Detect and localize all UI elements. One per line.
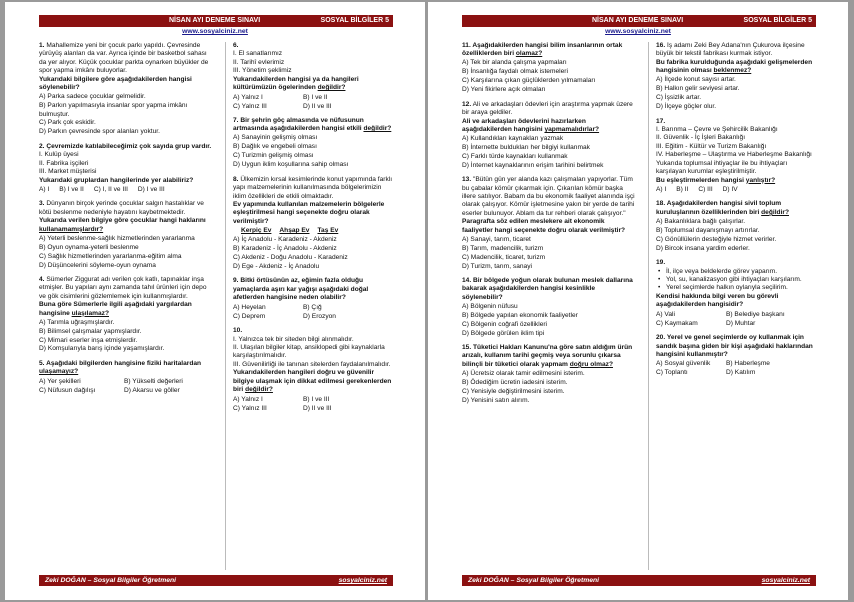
question-7: 7. Bir şehrin göç almasında ve nüfusunun artmasında aşağıdakilerden hangisi etkili değildir? A) Sanayinin gelişmiş olması B) Dağlık ve engebeli olması C) Turizmin gelişmiş olması D) Uygun iklim koşullarına sahip olması — [233, 117, 392, 169]
question-20: 20. Yerel ve genel seçimlerde oy kullanmak için sandık başına giden bir kişi aşağıdaki haklarından hangisini kullanmıştır? A) Sosyal güvenlik B) Haberleşme C) Toplantı D) Katılım — [656, 334, 813, 377]
exam-title: NİSAN AYI DENEME SINAVI — [592, 17, 684, 24]
exam-title: NİSAN AYI DENEME SINAVI — [169, 17, 261, 24]
option-d[interactable]: D) IV — [722, 186, 738, 193]
subject-title: SOSYAL BİLGİLER 5 — [743, 17, 812, 24]
question-2: 2. Çevremizde katılabileceğimiz çok sayıda grup vardır. I. Kulüp üyesi II. Fabrika işçileri III. Market müşterisi Yukarıdaki gruplardan hangilerinde yer alabiliriz? A) I B) I ve II C) I, II ve III D) I ve III — [39, 142, 212, 193]
column-right — [648, 42, 816, 570]
option-d[interactable]: D) Ege - Akdeniz - İç Anadolu — [233, 263, 320, 270]
option-b[interactable]: B) Oyun oynama-yeterli beslenme — [39, 243, 139, 251]
option-a[interactable]: A) Yer şekilleri — [39, 377, 81, 385]
option-c[interactable]: C) Park çok eskidir. — [39, 119, 96, 127]
question-10: 10. I. Yalnızca tek bir siteden bilgi alınmalıdır. II. Ulaşılan bilgiler kitap, ansiklopedi gibi kaynaklarla karşılaştırılmalıdır. III. Güvenilirliği ile tanınan sitelerden faydalanılmalıdır. Yukarıdakilerden hangileri doğru ve güvenilir bilgiye ulaşmak için dikkat edilmesi gerekenlerden biri değildir? A) Yalnız I B) I ve III C) Yalnız III D) II ve III — [233, 327, 392, 412]
option-b[interactable]: B) Karadeniz - İç Anadolu - Akdeniz — [233, 245, 337, 253]
option-a[interactable]: A) Tek bir alanda çalışma yapmaları — [462, 59, 567, 67]
option-b[interactable]: B) II — [676, 186, 689, 193]
page-footer — [39, 575, 393, 586]
option-b[interactable]: B) Dağlık ve engebeli olması — [233, 143, 317, 151]
column-right — [225, 42, 393, 570]
question-5: 5. Aşağıdaki bilgilerden hangisine fiziki haritalardan ulaşamayız? A) Yer şekilleri B) Yükselti değerleri C) Nüfusun dağılışı D) Akarsu ve göller — [39, 360, 212, 395]
page-header — [462, 15, 816, 27]
page-right — [428, 2, 848, 600]
table-header: Kerpiç Ev Ahşap Ev Taş Ev — [241, 227, 339, 235]
question-14: 14. Bir bölgede yoğun olarak bulunan meslek dallarına bakarak aşağıdakilerden hangisi kesinlikle söylenebilir? A) Bölgenin nüfusu B) Bölgede yapılan ekonomik faaliyetler C) Bölgenin coğrafi özellikleri D) Bölgede görülen iklim tipi — [462, 277, 635, 338]
option-a[interactable]: A) Sanayi, tarım, ticaret — [462, 235, 531, 243]
option-a[interactable]: A) Bakanlıklara bağlı çalışırlar. — [656, 217, 746, 225]
option-c[interactable]: C) III — [698, 186, 713, 193]
option-d[interactable]: D) Muhtar — [726, 319, 756, 327]
page-header — [39, 15, 393, 27]
question-1: 1. Mahallemize yeni bir çocuk parkı yapıldı. Çevresinde yürüyüş alanları da var. Ayrıca içinde bir basketbol sahası da yer alıyor. Küçük çocuklar parkta oynarken büyükler de spor yapma imkânı buluyorlar. Yukarıdaki bilgilere göre aşağıdakilerden hangisi söylenebilir? A) Parka sadece çocuklar gelmelidir. B) Parkın yapılmasıyla insanlar spor yapma imkânı bulmuştur. C) Park çok eskidir. D) Parkın çevresinde spor alanları yoktur. — [39, 42, 212, 137]
website-link[interactable]: www.sosyalciniz.net — [182, 28, 248, 35]
website-link[interactable]: www.sosyalciniz.net — [605, 28, 671, 35]
option-d[interactable]: D) Bircok insana yardim ederler. — [656, 244, 750, 252]
option-b[interactable]: B) Bilimsel çalışmalar yapmışlardır. — [39, 327, 142, 335]
option-c[interactable]: C) Farklı türde kaynakları kullanmak — [462, 152, 568, 160]
option-c[interactable]: C) Kaymakam — [656, 319, 698, 327]
option-c[interactable]: C) Madencilik, ticaret, turizm — [462, 253, 546, 261]
option-d[interactable]: D) İnternet kaynaklarının erişim tarihini belirtmek — [462, 161, 604, 169]
option-a[interactable]: A) Heyelan — [233, 303, 266, 311]
option-d[interactable]: D) II ve III — [303, 102, 332, 110]
option-a[interactable]: A) Yeterli beslenme-sağlık hizmetlerinden yararlanma — [39, 234, 195, 242]
question-4: 4. Sümerler Ziggurat adı verilen çok katlı, tapınaklar inşa etmişler. Bu yapıları aynı zamanda tahıl ürünleri için depo ve gök cisimlerini gözlemlemek için kullanmışlardır. Buna göre Sümerlerle ilgili aşağıdaki yargılardan hangisine ulaşılamaz? A) Tarımla uğraşmışlardır. B) Bilimsel çalışmalar yapmışlardır. C) Mimari eserler inşa etmişlerdir. D) Komşularıyla barış içinde yaşamışlardır. — [39, 276, 212, 354]
option-c[interactable]: C) Yalnız III — [233, 102, 267, 110]
bullet-item: • Yol, su, kanalizasyon gibi ihtiyaçları karşılarım. — [656, 276, 816, 284]
page-left — [5, 2, 425, 600]
question-11: 11. Aşağıdakilerden hangisi bilim insanlarının ortak özelliklerden biri olamaz? A) Tek bir alanda çalışma yapmaları B) İnsanlığa faydalı olmak istemeleri C) Karşılarına çıkan güçlüklerden yılmamaları D) Yeni fikirlere açık olmaları — [462, 42, 635, 95]
option-b[interactable]: B) Ödediğim ücretin iadesini isterim. — [462, 378, 568, 386]
subject-title: SOSYAL BİLGİLER 5 — [320, 17, 389, 24]
option-a[interactable]: A) Sosyal güvenlik — [656, 360, 711, 368]
option-c[interactable]: C) Gönüllülerin desteğiyle hizmet verirler. — [656, 235, 777, 243]
author-label: Zeki DOĞAN – Sosyal Bilgiler Öğretmeni — [45, 577, 177, 584]
option-a[interactable]: A) Kullandıkları kaynakları yazmak — [462, 134, 564, 142]
option-a[interactable]: A) Yalnız I — [233, 93, 263, 101]
column-left — [39, 42, 212, 570]
option-d[interactable]: D) Parkın çevresinde spor alanları yoktur. — [39, 128, 160, 136]
option-a[interactable]: A) İlçede konut sayısı artar. — [656, 76, 736, 84]
option-d[interactable]: D) Düşüncelerini söyleme-oyun oynama — [39, 261, 156, 269]
option-b[interactable]: B) Belediye başkanı — [726, 310, 785, 318]
option-d[interactable]: D) Turizm, tarım, sanayi — [462, 262, 532, 270]
question-17: 17. I. Barınma – Çevre ve Şehircilik Bakanlığı II. Güvenlik - İç İşleri Bakanlığı III. Eğitim - Kültür ve Turizm Bakanlığı IV. Haberleşme – Ulaştırma ve Haberleşme Bakanlığı Yukarıda toplumsal ihtiyaçlar ile bu ihtiyaçları karşılayan kurumlar eşleştirilmiştir. Bu eşleştirmelerden hangisi yanlıştır? A) I B) II C) III D) IV — [656, 117, 812, 193]
option-c[interactable]: C) Toplantı — [656, 369, 688, 377]
option-d[interactable]: D) I ve III — [137, 186, 165, 193]
question-12: 12. Ali ve arkadaşları ödevleri için araştırma yapmak üzere bir araya geldiler. Ali ve arkadaşları ödevlerini hazırlarken aşağıdakilerden hangisini yapmamalıdırlar? A) Kullandıkları kaynakları yazmak B) İnternette buldukları her bilgiyi kullanmak C) Farklı türde kaynakları kullanmak D) İnternet kaynaklarının erişim tarihini belirtmek — [462, 101, 635, 171]
bullet-item: • İl, ilçe veya beldelerde görev yaparım. — [656, 268, 816, 276]
footer-site-link[interactable]: sosyalciniz.net — [338, 577, 387, 584]
option-b[interactable]: B) Çığ — [303, 303, 322, 311]
option-d[interactable]: D) Yeni fikirlere açık olmaları — [462, 86, 546, 94]
option-b[interactable]: B) Bölgede yapılan ekonomik faaliyetler — [462, 311, 578, 319]
question-19: 19. • İl, ilçe veya beldelerde görev yaparım. • Yol, su, kanalizasyon gibi ihtiyaçları karşılarım. • Yerel seçimlerde halkın oylarıyla seçilirim. Kendisi hakkında bilgi veren bu görevli aşağıdakilerden hangisidir? A) Vali B) Belediye başkanı C) Kaymakam D) Muhtar — [656, 259, 816, 328]
option-a[interactable]: A) İç Anadolu - Karadeniz - Akdeniz — [233, 236, 337, 244]
option-c[interactable]: C) Turizmin gelişmiş olması — [233, 152, 314, 160]
question-3: 3. Dünyanın birçok yerinde çocuklar salgın hastalıklar ve kötü beslenme nedeniyle hayatını kaybetmektedir. Yukarıda verilen bilgiye göre çocuklar hangi haklarını kullanamamışlardır? A) Yeterli beslenme-sağlık hizmetlerinden yararlanma B) Oyun oynama-yeterli beslenme C) Sağlık hizmetlerinden yararlanma-eğitim alma D) Düşüncelerini söyleme-oyun oynama — [39, 200, 212, 270]
question-13: 13. "Bütün gün yer alanda kazı çalışmaları yapıyorlar. Tüm bu çabalar kömür çıkarmak için. Çıkarılan kömür başka illere satılıyor. Babam da bu ekonomik faaliyet alanında işçi olarak çalışıyor. Kömür işletmesine yakın bir yerde de tarihi eserler bulunuyor. Ablam da tur rehberi olarak çalışıyor." Paragrafta söz edilen meslekere ait ekonomik faaliyetler hangi seçenekte doğru olarak verilmiştir? A) Sanayi, tarım, ticaret B) Tarım, madencilik, turizm C) Madencilik, ticaret, turizm D) Turizm, tarım, sanayi — [462, 176, 635, 270]
option-b[interactable]: B) I ve III — [303, 395, 330, 403]
option-b[interactable]: B) Yükselti değerleri — [124, 377, 183, 385]
option-d[interactable]: D) Uygun iklim koşullarına sahip olması — [233, 161, 349, 169]
option-a[interactable]: A) Bölgenin nüfusu — [462, 302, 518, 310]
option-c[interactable]: C) I, II ve III — [93, 186, 128, 193]
question-16: 16. İş adamı Zeki Bey Adana'nın Çukurova ilçesine büyük bir tekstil fabrikası kurmak istiyor. Bu fabrika kurulduğunda aşağıdaki gelişmelerden hangisinin olması beklenmez? A) İlçede konut sayısı artar. B) Halkın gelir seviyesi artar. C) İşsizlik artar. D) İlçeye göçler olur. — [656, 42, 816, 112]
author-label: Zeki DOĞAN – Sosyal Bilgiler Öğretmeni — [468, 577, 600, 584]
option-c[interactable]: C) Yalnız III — [233, 404, 267, 412]
option-d[interactable]: D) İlçeye göçler olur. — [656, 103, 717, 111]
bullet-item: • Yerel seçimlerde halkın oylarıyla seçilirim. — [656, 284, 816, 292]
option-b[interactable]: B) Tarım, madencilik, turizm — [462, 244, 544, 252]
footer-site-link[interactable]: sosyalciniz.net — [761, 577, 810, 584]
question-15: 15. Tüketici Hakları Kanunu'na göre satın aldığım ürün arızalı, kullanım tarihi geçmiş veya sorunlu çıkarsa bilinçli bir tüketici olarak yapmam doğru olmaz? A) Ücretsiz olarak tamir edilmesini isterim. B) Ödediğim ücretin iadesini isterim. C) Yenisiyle değiştirilmesini isterim. D) Yenisini satın alırım. — [462, 344, 635, 405]
option-d[interactable]: D) Komşularıyla barış içinde yaşamışlardır. — [39, 345, 165, 353]
option-b[interactable]: B) Toplumsal dayanışmayı artırırlar. — [656, 226, 760, 234]
option-d[interactable]: D) II ve III — [303, 404, 332, 412]
question-6: 6. I. El sanatlarımız II. Tarihî evlerimiz III. Yönetim şeklimiz Yukarıdakilerden hangisi ya da hangileri kültürümüzün ögelerinden değildir? A) Yalnız I B) I ve II C) Yalnız III D) II ve III — [233, 42, 393, 111]
option-b[interactable]: B) Parkın yapılmasıyla insanlar spor yapma imkânı bulmuştur. — [39, 102, 188, 118]
page-footer — [462, 575, 816, 586]
option-b[interactable]: B) Haberleşme — [726, 360, 770, 368]
option-b[interactable]: B) İnternette buldukları her bilgiyi kullanmak — [462, 143, 590, 151]
option-c[interactable]: C) İşsizlik artar. — [656, 94, 702, 102]
option-a[interactable]: A) Yalnız I — [233, 395, 263, 403]
option-a[interactable]: A) Ücretsiz olarak tamir edilmesini isterim. — [462, 369, 585, 377]
option-d[interactable]: D) Erozyon — [303, 312, 336, 320]
option-c[interactable]: C) Karşılarına çıkan güçlüklerden yılmamaları — [462, 77, 596, 85]
option-d[interactable]: D) Akarsu ve göller — [124, 386, 180, 394]
option-b[interactable]: B) İnsanlığa faydalı olmak istemeleri — [462, 68, 568, 76]
option-a[interactable]: A) Sanayinin gelişmiş olması — [233, 134, 318, 142]
option-d[interactable]: D) Yenisini satın alırım. — [462, 396, 530, 404]
option-b[interactable]: B) Halkın gelir seviyesi artar. — [656, 85, 740, 93]
option-d[interactable]: D) Bölgede görülen iklim tipi — [462, 329, 545, 337]
option-d[interactable]: D) Katılım — [726, 369, 756, 377]
option-b[interactable]: B) I ve II — [59, 186, 84, 193]
option-c[interactable]: C) Deprem — [233, 312, 266, 320]
question-9: 9. Bitki örtüsünün az, eğimin fazla olduğu yamaçlarda aşırı kar yağışı aşağıdaki doğal afetlerden hangisine neden olabilir? A) Heyelan B) Çığ C) Deprem D) Erozyon — [233, 277, 393, 321]
option-a[interactable]: A) I — [39, 186, 50, 193]
option-b[interactable]: B) I ve II — [303, 93, 328, 101]
option-c[interactable]: C) Nüfusun dağılışı — [39, 386, 96, 394]
option-c[interactable]: C) Mimari eserler inşa etmişlerdir. — [39, 336, 138, 344]
option-c[interactable]: C) Yenisiyle değiştirilmesini isterim. — [462, 387, 565, 395]
question-18: 18. Aşağıdakilerden hangisi sivil toplum kuruluşlarının özelliklerinden biri değildir? A) Bakanlıklara bağlı çalışırlar. B) Toplumsal dayanışmayı artırırlar. C) Gönüllülerin desteğiyle hizmet verirler. D) Bircok insana yardim ederler. — [656, 200, 816, 253]
option-a[interactable]: A) Tarımla uğraşmışlardır. — [39, 318, 115, 326]
option-c[interactable]: C) Bölgenin coğrafi özellikleri — [462, 320, 548, 328]
option-a[interactable]: A) Parka sadece çocuklar gelmelidir. — [39, 93, 146, 101]
option-c[interactable]: C) Akdeniz - Doğu Anadolu - Karadeniz — [233, 254, 348, 262]
question-8: 8. Ülkemizin kırsal kesimlerinde konut yapımında farklı yapı malzemelerinin kullanılmasında bölgelerimizin iklim özellikleri de etkili olmaktadır. Ev yapımında kullanılan malzemelerin bölgelerle eşleştirilmesi hangi seçenekte doğru olarak verilmiştir? Kerpiç Ev Ahşap Ev Taş Ev A) İç Anadolu - Karadeniz - Akdeniz B) Karadeniz - İç Anadolu - Akdeniz C) Akdeniz - Doğu Anadolu - Karadeniz D) Ege - Akdeniz - İç Anadolu — [233, 175, 393, 270]
option-a[interactable]: A) I — [656, 186, 667, 193]
option-a[interactable]: A) Vali — [656, 310, 675, 318]
column-left — [462, 42, 635, 570]
option-c[interactable]: C) Sağlık hizmetlerinden yararlanma-eğitim alma — [39, 252, 182, 260]
